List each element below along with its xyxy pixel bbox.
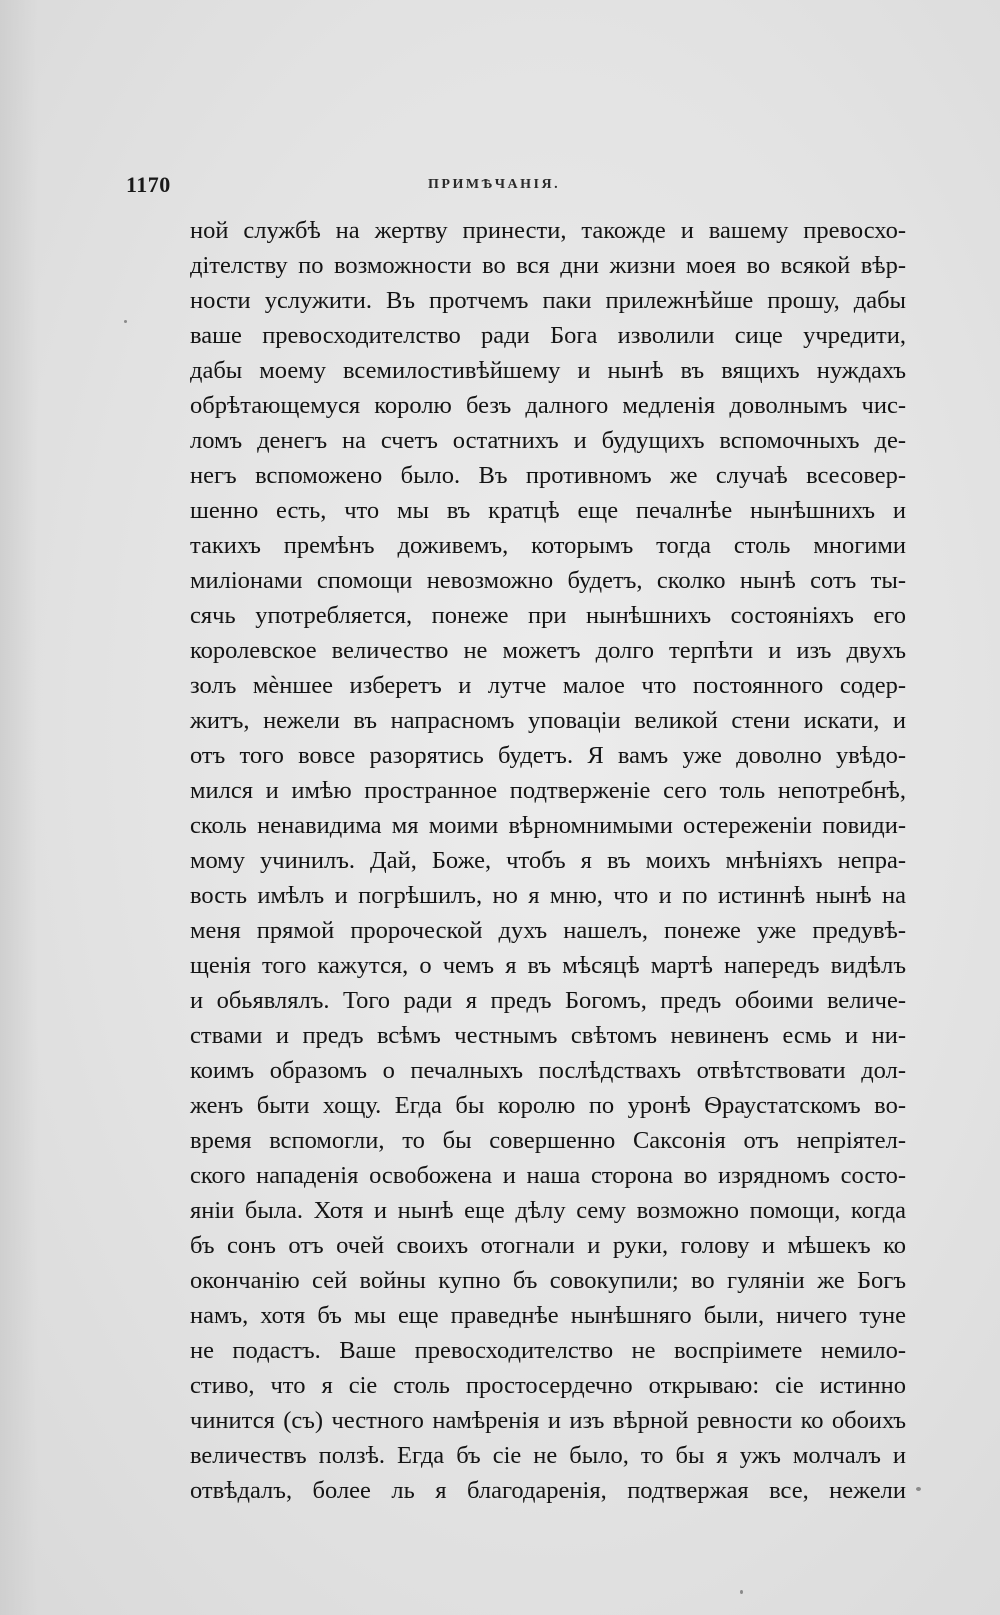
text-line: золъ мѐншее изберетъ и лутче малое что постоянного содер- (190, 672, 906, 699)
paper-speck (916, 1487, 921, 1491)
text-line: шенно есть, что мы въ кратцѣ еще печалнѣе нынѣшнихъ и (190, 497, 906, 524)
text-line: окончанію сей войны купно бъ совокупили; во гуляніи же Богъ (190, 1267, 906, 1294)
paper-speck (740, 1590, 743, 1594)
text-line: яніи была. Хотя и нынѣ еще дѣлу сему возможно помощи, когда (190, 1197, 906, 1224)
text-line: дабы моему всемилостивѣйшему и нынѣ въ вящихъ нуждахъ (190, 357, 906, 384)
text-line: ности услужити. Въ протчемъ паки прилежнѣйше прошу, дабы (190, 287, 906, 314)
text-line: чинится (съ) честного намѣренія и изъ вѣрной ревности ко обоихъ (190, 1407, 906, 1434)
text-line: коимъ образомъ о печалныхъ послѣдствахъ отвѣтствовати дол- (190, 1057, 906, 1084)
text-line: ского нападенія освобожена и наша сторона во изрядномъ состо- (190, 1162, 906, 1189)
text-line: бъ сонъ отъ очей своихъ отогнали и руки, голову и мѣшекъ ко (190, 1232, 906, 1259)
text-line: отъ того вовсе разорятись будетъ. Я вамъ уже доволно увѣдо- (190, 742, 906, 769)
text-line: такихъ премѣнъ доживемъ, которымъ тогда столь многими (190, 532, 906, 559)
text-line: негъ вспоможено было. Въ противномъ же случаѣ всесовер- (190, 462, 906, 489)
text-line: сячь употребляется, понеже при нынѣшнихъ состояніяхъ его (190, 602, 906, 629)
text-line: женъ быти хощу. Егда бы королю по уронѣ Ѳраустатскомъ во- (190, 1092, 906, 1119)
text-line: время вспомогли, то бы совершенно Саксонія отъ непріятел- (190, 1127, 906, 1154)
text-line: дітелству по возможности во вся дни жизни моея во всякой вѣр- (190, 252, 906, 279)
text-line: не подастъ. Ваше превосходителство не воспріимете немило- (190, 1337, 906, 1364)
text-line: ломъ денегъ на счетъ остатнихъ и будущихъ вспомочныхъ де- (190, 427, 906, 454)
text-line: величествъ ползѣ. Егда бъ сіе не было, то бы я ужъ молчалъ и (190, 1442, 906, 1469)
text-line: вость имѣлъ и погрѣшилъ, но я мню, что и по истиннѣ нынѣ на (190, 882, 906, 909)
text-line: мился и имѣю пространное подтверженіе сего толь непотребнѣ, (190, 777, 906, 804)
text-line: миліонами спомощи невозможно будетъ, сколко нынѣ сотъ ты- (190, 567, 906, 594)
text-line: обрѣтающемуся королю безъ далного медленія доволнымъ чис- (190, 392, 906, 419)
text-line: мому учинилъ. Дай, Боже, чтобъ я въ моихъ мнѣніяхъ непра- (190, 847, 906, 874)
text-line: ствами и предъ всѣмъ честнымъ свѣтомъ невиненъ есмь и ни- (190, 1022, 906, 1049)
text-line: ваше превосходителство ради Бога изволили сице учредити, (190, 322, 906, 349)
paper-speck (124, 320, 127, 323)
running-title: ПРИМѢЧАНІЯ. (428, 177, 561, 192)
text-line: меня прямой пророческой духъ нашелъ, понеже уже предувѣ- (190, 917, 906, 944)
text-line: отвѣдалъ, более ль я благодаренія, подтвержая все, нежели (190, 1477, 906, 1504)
text-line: сколь ненавидима мя моими вѣрномнимыми остереженіи повиди- (190, 812, 906, 839)
text-line: ной службѣ на жертву принести, такожде и вашему превосхо- (190, 217, 906, 244)
text-line: щенія того кажутся, о чемъ я въ мѣсяцѣ мартѣ напередъ видѣлъ (190, 952, 906, 979)
text-line: житъ, нежели въ напрасномъ уповаціи великой стени искати, и (190, 707, 906, 734)
text-line: стиво, что я сіе столь простосердечно открываю: сіе истинно (190, 1372, 906, 1399)
text-line: королевское величество не можетъ долго терпѣти и изъ двухъ (190, 637, 906, 664)
text-line: намъ, хотя бъ мы еще праведнѣе нынѣшняго были, ничего туне (190, 1302, 906, 1329)
page-number: 1170 (126, 172, 171, 197)
text-line: и обьявлялъ. Того ради я предъ Богомъ, предъ обоими величе- (190, 987, 906, 1014)
